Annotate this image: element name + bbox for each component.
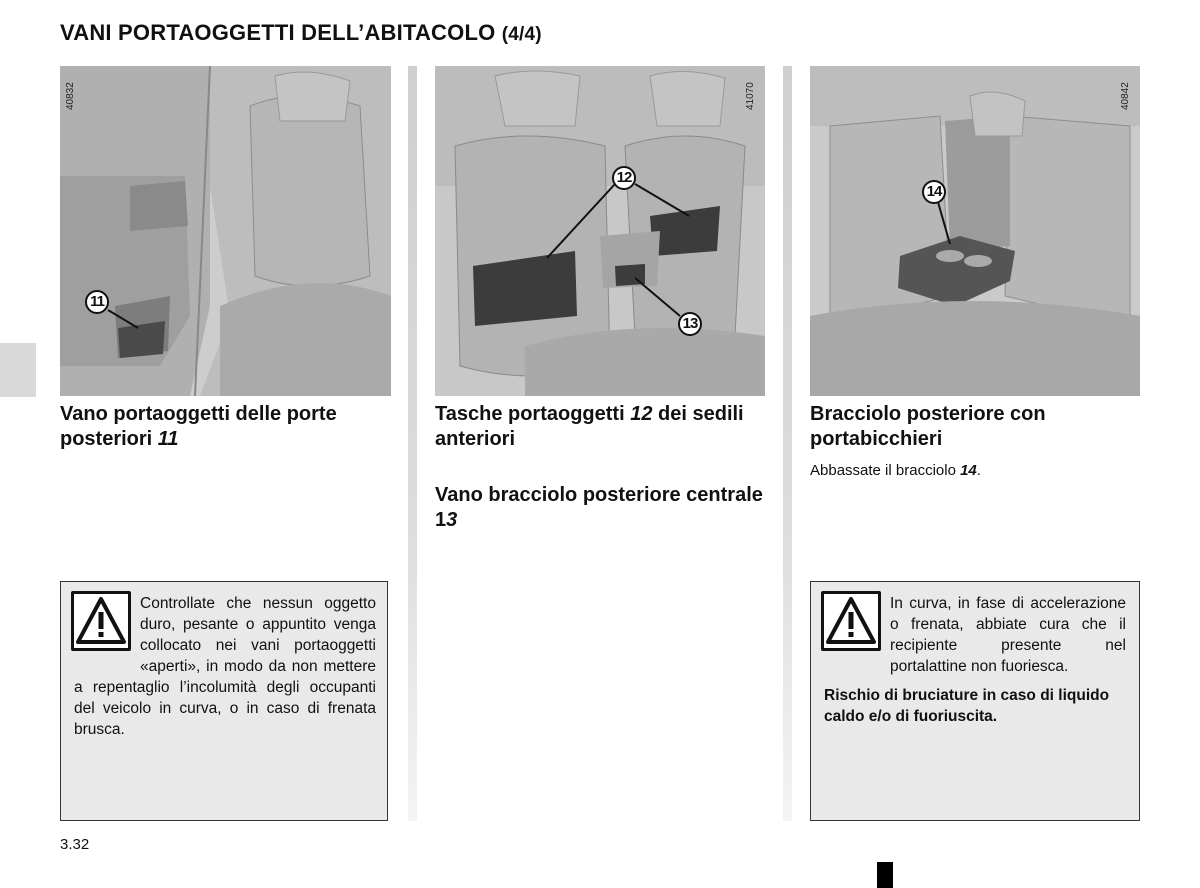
warning-text-container: [824, 593, 1126, 727]
warning-box-objects: [60, 581, 388, 821]
page-edge-marker: [877, 862, 893, 888]
photo-rear-door-pocket: [60, 66, 391, 396]
heading-ref: 3: [446, 509, 458, 531]
photo-code: 41070: [745, 82, 756, 110]
page-title: [60, 20, 542, 46]
heading-rear-armrest-cupholder: Bracciolo posteriore con portabicchieri: [810, 403, 1046, 450]
heading-rear-door-pocket: [60, 402, 400, 452]
callout-11: 11: [85, 290, 109, 314]
heading-text: Vano portaoggetti delle porte posteriori: [60, 403, 337, 450]
heading-seat-back-pockets: [435, 402, 775, 452]
photo-rear-armrest: [810, 66, 1140, 396]
heading-text: Vano bracciolo posteriore centrale 1: [435, 484, 763, 531]
warning-text: In curva, in fase di accelerazione o frenata, abbiate cura che il recipiente presente nel portalattine non fuoriesca.: [890, 595, 1126, 675]
warning-box-cupholder: [810, 581, 1140, 821]
page-number: 3.32: [60, 836, 90, 853]
column-divider-1: [408, 66, 417, 821]
warning-text: Controllate che nessun oggetto duro, pesante o appuntito venga collocato nei vani portaoggetti «aperti», in modo da non mettere a repentaglio l’incolumità degli occupanti del veicolo in curva, o in caso di frenata brusca.: [74, 595, 376, 738]
heading-text-suffix: dei sedili anteriori: [435, 403, 744, 450]
callout-14: 14: [922, 180, 946, 204]
column-divider-2: [783, 66, 792, 821]
page-title-text: VANI PORTAOGGETTI DELL’ABITACOLO: [60, 20, 496, 45]
warning-text-container: [74, 593, 376, 740]
warning-bold-text: Rischio di bruciature in caso di liquido caldo e/o di fuoriuscita.: [824, 687, 1110, 725]
heading-rear-armrest-compartment: [435, 483, 775, 533]
heading-text: Tasche portaoggetti: [435, 403, 631, 425]
heading-ref: 12: [630, 403, 653, 425]
instruction-ref: 14: [960, 462, 977, 479]
photo-seat-back-pockets: [435, 66, 765, 396]
instruction-suffix: .: [976, 462, 981, 479]
instruction-text: Abbassate il bracciolo: [810, 462, 961, 479]
heading-ref: 11: [157, 428, 179, 450]
armrest-instruction: [810, 461, 1140, 481]
photo-code: 40842: [1120, 82, 1131, 110]
callout-13: 13: [678, 312, 702, 336]
page-title-suffix: (4/4): [501, 24, 542, 45]
callout-12: 12: [612, 166, 636, 190]
photo-code: 40832: [65, 82, 76, 110]
chapter-tab: [0, 343, 36, 397]
